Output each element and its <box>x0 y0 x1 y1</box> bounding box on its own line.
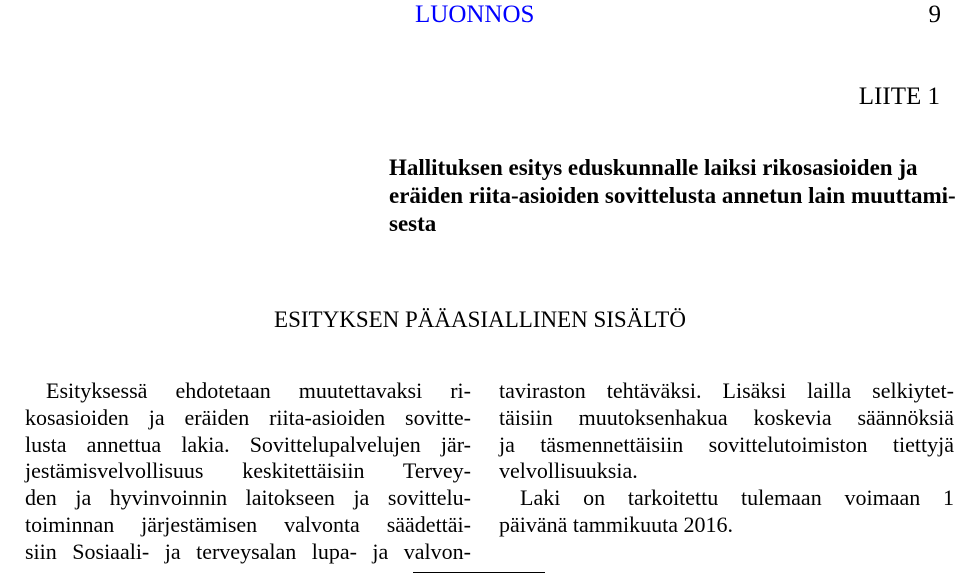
body-line: päivänä tammikuuta 2016. <box>499 511 733 537</box>
title-line: sesta <box>389 211 437 236</box>
right-column <box>499 378 954 539</box>
body-line: täisiin muutoksenhakua koskevia säännöksiä <box>499 404 954 430</box>
document-title <box>389 154 957 238</box>
body-line: jestämisvelvollisuus keskitettäisiin Tervey- <box>25 458 471 484</box>
body-line: den ja hyvinvoinnin laitokseen ja sovittelu- <box>25 485 471 511</box>
appendix-label: LIITE 1 <box>858 83 940 110</box>
body-line: ja täsmennettäisiin sovittelutoimiston tiettyjä <box>499 431 954 457</box>
body-line: lusta annettua lakia. Sovittelupalvelujen jär- <box>25 431 471 457</box>
body-paragraph <box>499 485 954 539</box>
body-line: toiminnan järjestämisen valvonta säädettäi- <box>25 511 471 537</box>
body-line: velvollisuuksia. <box>499 458 638 484</box>
body-line: Laki on tarkoitettu tulemaan voimaan 1 <box>520 485 954 511</box>
body-line: kosasioiden ja eräiden riita-asioiden sovitte- <box>25 404 471 430</box>
title-line: Hallituksen esitys eduskunnalle laiksi rikosasioiden ja <box>389 155 918 180</box>
body-line: siin Sosiaali- ja terveysalan lupa- ja valvon- <box>25 538 471 564</box>
draft-label: LUONNOS <box>415 1 535 28</box>
footnote-divider <box>413 572 545 573</box>
body-paragraph <box>499 378 954 485</box>
section-heading: ESITYKSEN PÄÄASIALLINEN SISÄLTÖ <box>274 307 686 332</box>
title-line: eräiden riita-asioiden sovittelusta annetun lain muuttami- <box>389 183 956 208</box>
body-line: taviraston tehtäväksi. Lisäksi lailla selkiytet- <box>499 378 954 403</box>
page-number: 9 <box>928 1 941 28</box>
left-column <box>25 378 471 566</box>
body-paragraph <box>25 378 471 566</box>
body-line: Esityksessä ehdotetaan muutettavaksi ri- <box>46 378 471 403</box>
